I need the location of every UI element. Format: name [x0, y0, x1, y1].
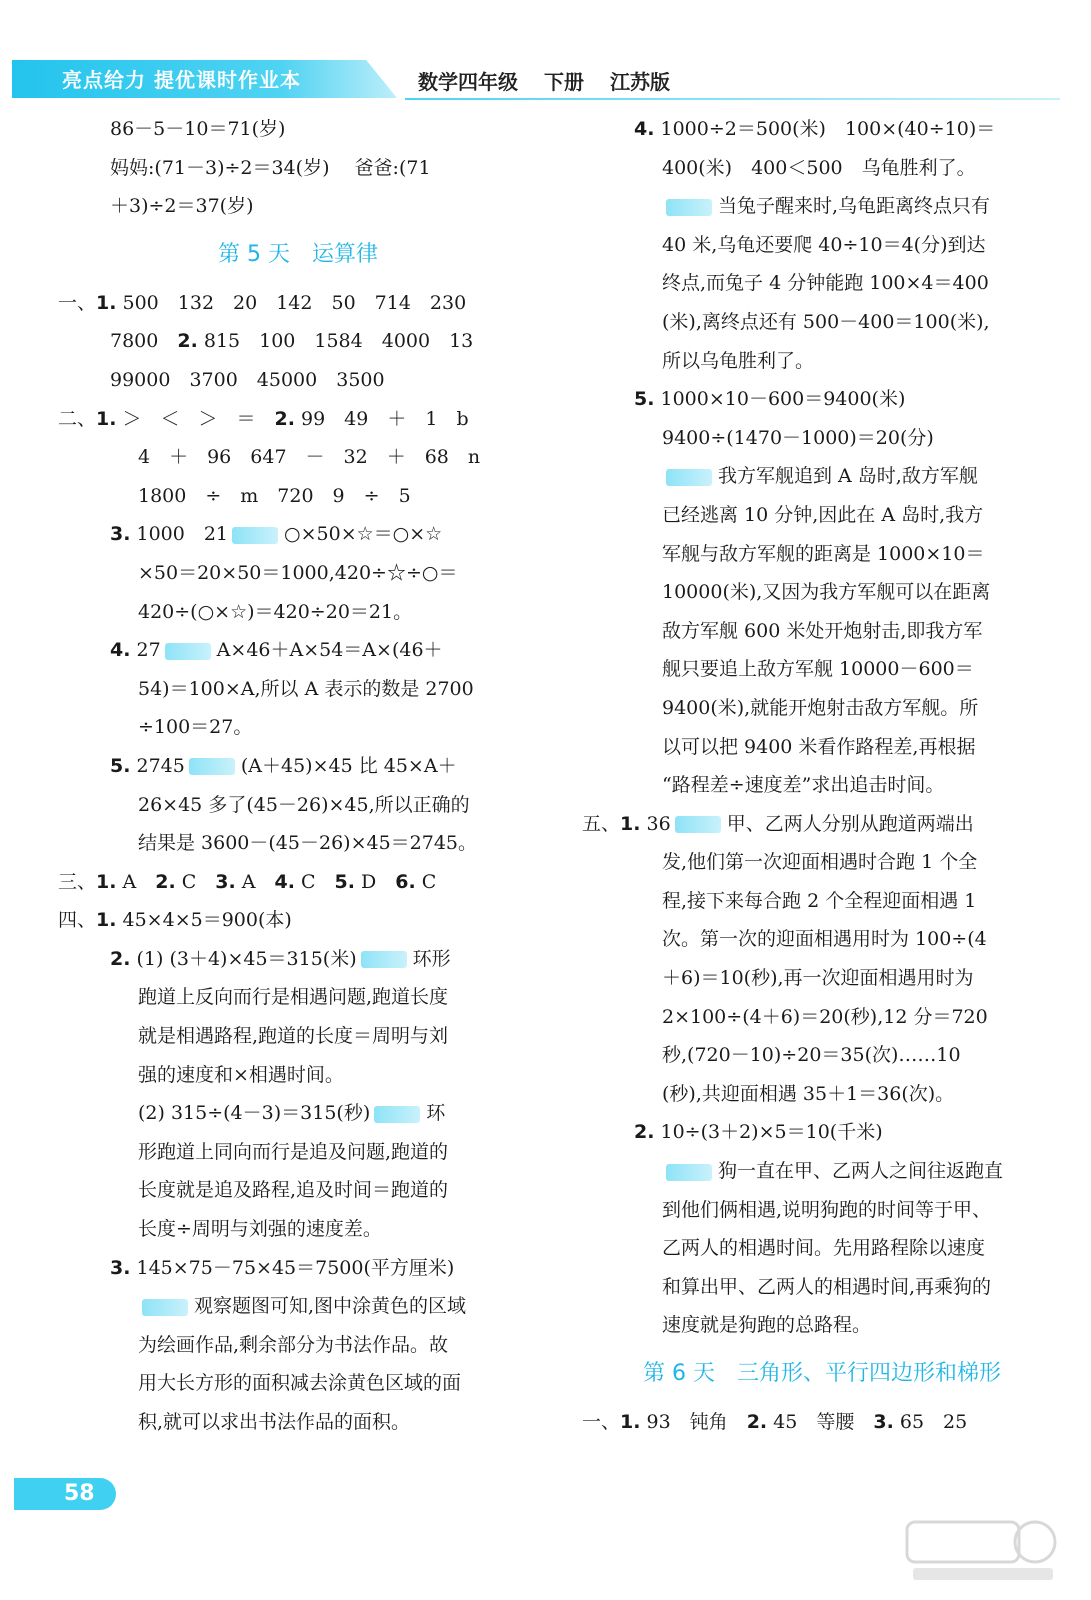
answer-text: 四、 [58, 909, 97, 932]
answer-line [58, 901, 538, 940]
question-number: 5. [110, 754, 131, 777]
answer-line [582, 728, 1062, 767]
answer-line [58, 1326, 538, 1365]
answer-text: ×50＝20×50＝1000,420÷☆÷○＝ [138, 561, 458, 584]
answer-text: (2) 315÷(4－3)＝315(秒) [138, 1102, 371, 1125]
answer-line [582, 457, 1062, 496]
section-heading: 第 5 天 运算律 [218, 241, 378, 267]
answer-text: 2745 [130, 754, 185, 777]
answer-line [582, 766, 1062, 805]
question-number: 1. [96, 870, 117, 893]
answer-line [582, 920, 1062, 959]
answer-text: 积,就可以求出书法作品的面积。 [138, 1411, 411, 1433]
answer-line [58, 786, 538, 825]
answer-line [58, 515, 538, 554]
left-column [58, 110, 538, 1442]
answer-line [582, 1268, 1062, 1307]
answer-text: 当兔子醒来时,乌龟距离终点只有 [718, 195, 991, 218]
answer-text: 观察题图可知,图中涂黄色的区域 [194, 1295, 467, 1318]
question-number: 4. [634, 118, 655, 140]
answer-text: 1000÷2＝500(米) 100×(40÷10)＝ [654, 118, 996, 140]
answer-text: 我方军舰追到 A 岛时,敌方军舰 [718, 465, 978, 488]
answer-text: 终点,而兔子 4 分钟能跑 100×4＝400 [662, 272, 989, 295]
answer-text: 为绘画作品,剩余部分为书法作品。故 [138, 1333, 449, 1356]
answer-text: 长度就是追及路程,追及时间＝跑道的 [138, 1179, 449, 1202]
answer-line [58, 400, 538, 439]
analysis-tag-icon [666, 199, 712, 216]
answer-text: A [235, 870, 275, 893]
answer-line [582, 805, 1062, 844]
answer-line [58, 149, 538, 188]
answer-text: 甲、乙两人分别从跑道两端出 [726, 812, 974, 835]
question-number: 3. [110, 523, 131, 546]
question-number: 1. [620, 1411, 641, 1433]
answer-text: 400(米) 400＜500 乌龟胜利了。 [662, 156, 976, 179]
question-number: 4. [110, 639, 131, 662]
answer-line [582, 535, 1062, 574]
answer-line [58, 978, 538, 1017]
question-number: 3. [215, 870, 236, 893]
answer-text: 1000×10－600＝9400(米) [654, 388, 906, 411]
answer-line [58, 322, 538, 361]
answer-line [58, 438, 538, 477]
analysis-tag-icon [675, 816, 721, 833]
answer-text: 长度÷周明与刘强的速度差。 [138, 1218, 382, 1241]
answer-text: A [116, 870, 156, 893]
analysis-tag-icon [666, 469, 712, 486]
answer-line [58, 593, 538, 632]
answer-text: A×46＋A×54＝A×(46＋ [216, 639, 443, 662]
question-number: 2. [634, 1121, 655, 1144]
answer-line [582, 496, 1062, 535]
answer-text: 一、 [58, 291, 97, 314]
answer-text: 93 钝角 [640, 1411, 747, 1433]
answer-line [58, 361, 538, 400]
question-number: 1. [96, 909, 117, 932]
answer-line [582, 110, 1062, 149]
question-number: 5. [634, 388, 655, 411]
answer-line [582, 1075, 1062, 1114]
answer-text: 26×45 多了(45－26)×45,所以正确的 [138, 793, 470, 816]
series-title: 亮点给力 提优课时作业本 [62, 68, 301, 92]
question-number: 2. [177, 330, 198, 353]
question-number: 3. [873, 1411, 894, 1433]
answer-line [58, 187, 538, 226]
answer-line [582, 380, 1062, 419]
answer-text: 45×4×5＝900(本) [116, 909, 292, 932]
answer-text: C [415, 870, 437, 893]
answer-line [582, 1152, 1062, 1191]
question-number: 2. [746, 1411, 768, 1433]
edition: 江苏版 [610, 70, 670, 94]
answer-line [58, 1210, 538, 1249]
answer-line [58, 110, 538, 149]
watermark-icon [903, 1516, 1063, 1586]
analysis-tag-icon [165, 643, 211, 660]
answer-text: 4 ＋ 96 647 － 32 ＋ 68 n [138, 446, 481, 469]
answer-line [582, 419, 1062, 458]
answer-text: 次。第一次的迎面相遇用时为 100÷(4 [662, 928, 987, 951]
answer-text: 强的速度和×相遇时间。 [138, 1063, 344, 1086]
answer-text: 发,他们第一次迎面相遇时合跑 1 个全 [662, 851, 978, 874]
answer-text: 所以乌龟胜利了。 [662, 349, 815, 372]
volume: 下册 [544, 70, 584, 94]
question-number: 6. [395, 870, 416, 893]
answer-text: 以可以把 9400 米看作路程差,再根据 [662, 735, 976, 758]
answer-text: 10000(米),又因为我方军舰可以在距离 [662, 581, 991, 604]
answer-line [58, 1056, 538, 1095]
answer-text: 和算出甲、乙两人的相遇时间,再乘狗的 [662, 1275, 992, 1298]
answer-text: (秒),共迎面相遇 35＋1＝36(次)。 [662, 1082, 955, 1105]
right-column [582, 110, 1062, 1442]
answer-text: 99000 3700 45000 3500 [110, 368, 385, 391]
analysis-tag-icon [666, 1164, 712, 1181]
header-divider [405, 98, 1060, 100]
analysis-tag-icon [189, 758, 235, 775]
answer-text: ÷100＝27。 [138, 716, 253, 739]
answer-line [582, 573, 1062, 612]
answer-text: 妈妈:(71－3)÷2＝34(岁) 爸爸:(71 [110, 156, 431, 179]
answer-line [58, 1287, 538, 1326]
answer-text: 到他们俩相遇,说明狗跑的时间等于甲、 [662, 1198, 992, 1221]
analysis-tag-icon [142, 1299, 188, 1316]
answer-text: 815 100 1584 4000 13 [197, 330, 474, 353]
question-number: 2. [274, 407, 295, 430]
answer-text: 速度就是狗跑的总路程。 [662, 1314, 872, 1337]
question-number: 4. [274, 870, 295, 893]
answer-line [58, 477, 538, 516]
answer-text: 敌方军舰 600 米处开炮射击,即我方军 [662, 619, 983, 642]
answer-text: 65 25 [893, 1411, 968, 1433]
answer-text: (1) (3＋4)×45＝315(米) [130, 947, 357, 970]
answer-text: 三、 [58, 870, 97, 893]
answer-text: ＋3)÷2＝37(岁) [110, 195, 254, 218]
answer-line [582, 1229, 1062, 1268]
answer-line [582, 226, 1062, 265]
answer-text: 已经逃离 10 分钟,因此在 A 岛时,我方 [662, 503, 984, 526]
answer-text: 7800 [110, 330, 178, 353]
answer-text: 40 米,乌龟还要爬 40÷10＝4(分)到达 [662, 233, 986, 256]
answer-line [58, 1133, 538, 1172]
answer-text: 五、 [582, 812, 621, 835]
answer-line [58, 554, 538, 593]
answer-text: 结果是 3600－(45－26)×45＝2745。 [138, 832, 478, 855]
answer-line [58, 631, 538, 670]
answer-line [58, 1249, 538, 1288]
answer-text: 乙两人的相遇时间。先用路程除以速度 [662, 1237, 986, 1260]
answer-text: 跑道上反向而行是相遇问题,跑道长度 [138, 986, 449, 1009]
question-number: 2. [110, 947, 131, 970]
answer-text: 程,接下来每合跑 2 个全程迎面相遇 1 [662, 889, 977, 912]
answer-text: 用大长方形的面积减去涂黄色区域的面 [138, 1372, 462, 1395]
answer-line [582, 1403, 1062, 1442]
subject: 数学四年级 [418, 70, 518, 94]
answer-line [58, 284, 538, 323]
answer-line [58, 1017, 538, 1056]
answer-text: 45 等腰 [767, 1411, 874, 1433]
answer-line [582, 612, 1062, 651]
answer-text: 9400(米),就能开炮射击敌方军舰。所 [662, 696, 979, 719]
answer-line [582, 998, 1062, 1037]
answer-text: C [175, 870, 216, 893]
watermark-logo [903, 1516, 1063, 1586]
answer-line [582, 1191, 1062, 1230]
answer-text: 就是相遇路程,跑道的长度＝周明与刘 [138, 1025, 449, 1048]
answer-text: ＞ ＜ ＞ ＝ [116, 407, 275, 430]
answer-line [582, 959, 1062, 998]
answer-text: (A＋45)×45 比 45×A＋ [240, 754, 457, 777]
question-number: 5. [334, 870, 355, 893]
answer-line [58, 863, 538, 902]
answer-line [582, 149, 1062, 188]
answer-text: 形跑道上同向而行是追及问题,跑道的 [138, 1140, 449, 1163]
answer-text: 一、 [582, 1411, 621, 1433]
question-number: 1. [96, 407, 117, 430]
answer-line [582, 650, 1062, 689]
answer-text: 27 [130, 639, 161, 662]
answer-text: 1800 ÷ m 720 9 ÷ 5 [138, 484, 411, 507]
answer-text: 舰只要追上敌方军舰 10000－600＝ [662, 658, 974, 681]
answer-text: 2×100÷(4＋6)＝20(秒),12 分＝720 [662, 1005, 988, 1028]
answer-line [582, 187, 1062, 226]
answer-text: 9400÷(1470－1000)＝20(分) [662, 426, 934, 449]
analysis-tag-icon [374, 1106, 420, 1123]
answer-line [58, 1403, 538, 1442]
answer-line [582, 1306, 1062, 1345]
question-number: 1. [620, 812, 641, 835]
answer-line [582, 342, 1062, 381]
answer-text: 军舰与敌方军舰的距离是 1000×10＝ [662, 542, 985, 565]
page-header [0, 0, 1091, 100]
answer-text: 1000 21 [130, 523, 229, 546]
answer-text: D [354, 870, 396, 893]
answer-text: 54)＝100×A,所以 A 表示的数是 2700 [138, 677, 474, 700]
answer-line [582, 303, 1062, 342]
question-number: 1. [96, 291, 117, 314]
answer-line [582, 264, 1062, 303]
answer-line [582, 1113, 1062, 1152]
answer-text: 环形 [412, 947, 451, 970]
answer-line [582, 689, 1062, 728]
answer-line [58, 824, 538, 863]
answer-line [58, 1094, 538, 1133]
answer-text: 145×75－75×45＝7500(平方厘米) [130, 1256, 455, 1279]
answer-text: 86－5－10＝71(岁) [110, 118, 286, 140]
answer-line [58, 708, 538, 747]
answer-line [58, 940, 538, 979]
answer-text: 秒,(720－10)÷20＝35(次)……10 [662, 1044, 961, 1067]
answer-text: 二、 [58, 407, 97, 430]
book-info [418, 66, 696, 95]
answer-text: ＋6)＝10(秒),再一次迎面相遇用时为 [662, 967, 974, 990]
answer-text: C [294, 870, 335, 893]
answer-text: (米),离终点还有 500－400＝100(米), [662, 310, 990, 333]
answer-text: 狗一直在甲、乙两人之间往返跑直 [718, 1160, 1004, 1183]
answer-text: 36 [640, 812, 671, 835]
analysis-tag-icon [361, 951, 407, 968]
answer-text: 10÷(3＋2)×5＝10(千米) [654, 1121, 883, 1144]
answer-line [58, 670, 538, 709]
question-number: 3. [110, 1256, 131, 1279]
question-number: 2. [155, 870, 176, 893]
answer-line [582, 1036, 1062, 1075]
page-number: 58 [14, 1478, 116, 1510]
answer-text: “路程差÷速度差”求出追击时间。 [662, 774, 945, 797]
answer-text: ○×50×☆＝○×☆ [284, 523, 443, 546]
answer-line [58, 1171, 538, 1210]
answer-text: 环 [426, 1102, 446, 1125]
answer-line [582, 843, 1062, 882]
answer-text: 99 49 ＋ 1 b [294, 407, 469, 430]
section-heading: 第 6 天 三角形、平行四边形和梯形 [643, 1361, 1001, 1386]
answer-line [58, 747, 538, 786]
analysis-tag-icon [232, 527, 278, 544]
answer-text: 420÷(○×☆)＝420÷20＝21。 [138, 600, 413, 623]
answer-line [58, 1364, 538, 1403]
answer-text: 500 132 20 142 50 714 230 [116, 291, 467, 314]
answer-line [582, 882, 1062, 921]
